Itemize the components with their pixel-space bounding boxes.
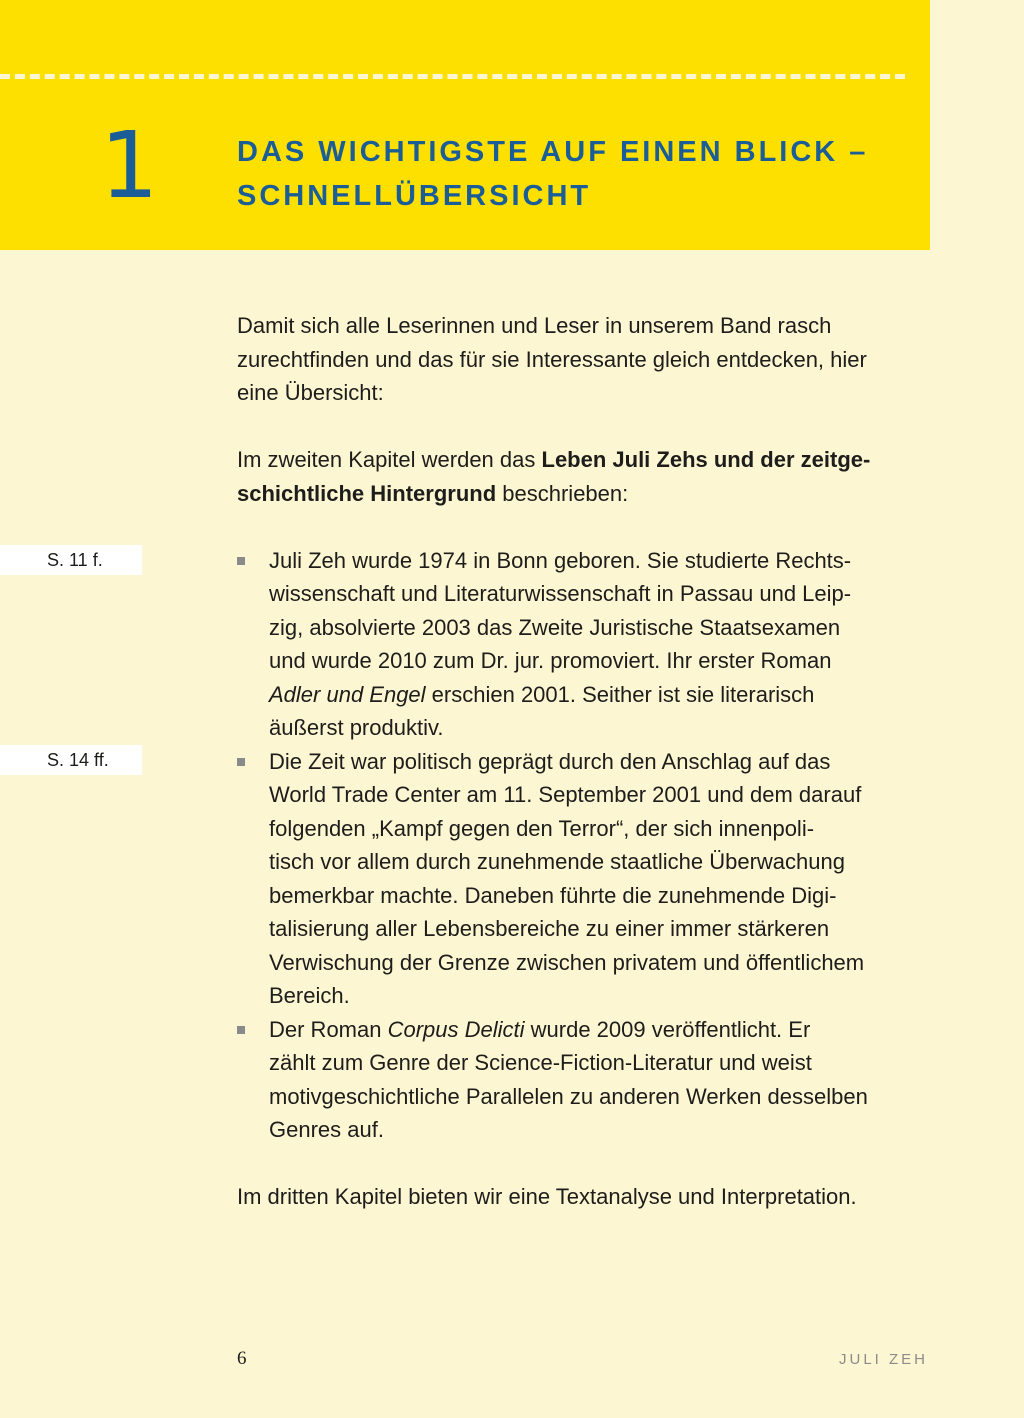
text-line: Die Zeit war politisch geprägt durch den Anschlag auf das — [269, 748, 831, 774]
text-run: Der Roman — [269, 1016, 388, 1042]
text-line — [237, 443, 937, 477]
page-reference-note: S. 14 ff. — [0, 745, 142, 775]
chapter-number: 1 — [100, 112, 159, 219]
text-line — [237, 477, 937, 511]
text-run: Im zweiten Kapitel werden das — [237, 447, 542, 472]
text-line: motivgeschichtliche Parallelen zu anderen Werken desselben — [269, 1083, 868, 1109]
book-title: Corpus Delicti — [387, 1016, 525, 1042]
text-line: eine Übersicht: — [237, 380, 384, 405]
body-text — [237, 309, 937, 1214]
text-line: World Trade Center am 11. September 2001 und dem darauf — [269, 782, 862, 807]
text-run: wurde 2009 veröffentlicht. Er — [524, 1016, 811, 1042]
text-line: wissenschaft und Literaturwissenschaft in Passau und Leip- — [269, 581, 852, 606]
text-line: zurechtfinden und das für sie Interessante gleich entdecken, hier — [237, 346, 867, 372]
text-line: bemerkbar machte. Daneben führte die zunehmende Digi- — [269, 882, 837, 908]
text-line: Im dritten Kapitel bieten wir eine Textanalyse und Interpretation. — [237, 1184, 857, 1209]
list-item — [237, 745, 937, 1013]
text-line: zig, absolvierte 2003 das Zweite Juristische Staatsexamen — [269, 614, 841, 640]
bold-text: schichtliche Hintergrund — [237, 480, 497, 506]
text-line: tisch vor allem durch zunehmende staatliche Überwachung — [269, 849, 845, 874]
list-item — [237, 544, 937, 745]
bullet-list — [237, 544, 937, 1147]
chapter-title-line: SCHNELLÜBERSICHT — [237, 180, 592, 212]
chapter2-paragraph — [237, 443, 937, 510]
text-run: erschien 2001. Seither ist sie literarisch — [425, 681, 815, 707]
text-line: talisierung aller Lebensbereiche zu einer immer stärkeren — [269, 916, 830, 941]
intro-paragraph — [237, 309, 937, 410]
text-line: Genres auf. — [269, 1117, 384, 1142]
chapter3-paragraph — [237, 1180, 937, 1214]
text-run: beschrieben: — [496, 480, 629, 506]
chapter-header-band — [0, 0, 930, 250]
list-item — [237, 1013, 937, 1147]
square-bullet-icon — [237, 758, 245, 766]
text-line — [269, 678, 937, 712]
text-line: Verwischung der Grenze zwischen privatem und öffentlichem — [269, 949, 865, 975]
text-line: zählt zum Genre der Science-Fiction-Literatur und weist — [269, 1050, 812, 1075]
text-line: äußerst produktiv. — [269, 715, 444, 740]
text-line: Damit sich alle Leserinnen und Leser in unserem Band rasch — [237, 313, 832, 338]
text-line: und wurde 2010 zum Dr. jur. promoviert. Ihr erster Roman — [269, 648, 832, 673]
dashed-divider — [0, 74, 905, 79]
square-bullet-icon — [237, 1026, 245, 1034]
text-line: Juli Zeh wurde 1974 in Bonn geboren. Sie studierte Rechts- — [269, 547, 852, 573]
text-line: folgenden „Kampf gegen den Terror“, der sich innenpoli- — [269, 815, 815, 841]
page-reference-note: S. 11 f. — [0, 545, 142, 575]
book-title: Adler und Engel — [269, 681, 426, 707]
text-line: Bereich. — [269, 983, 350, 1008]
chapter-title — [237, 130, 917, 218]
text-line — [269, 1013, 937, 1047]
running-title: JULI ZEH — [838, 1351, 928, 1368]
square-bullet-icon — [237, 557, 245, 565]
chapter-title-line: DAS WICHTIGSTE AUF EINEN BLICK – — [237, 136, 869, 168]
page-number: 6 — [237, 1348, 247, 1369]
bold-text: Leben Juli Zehs und der zeitge- — [541, 447, 871, 472]
